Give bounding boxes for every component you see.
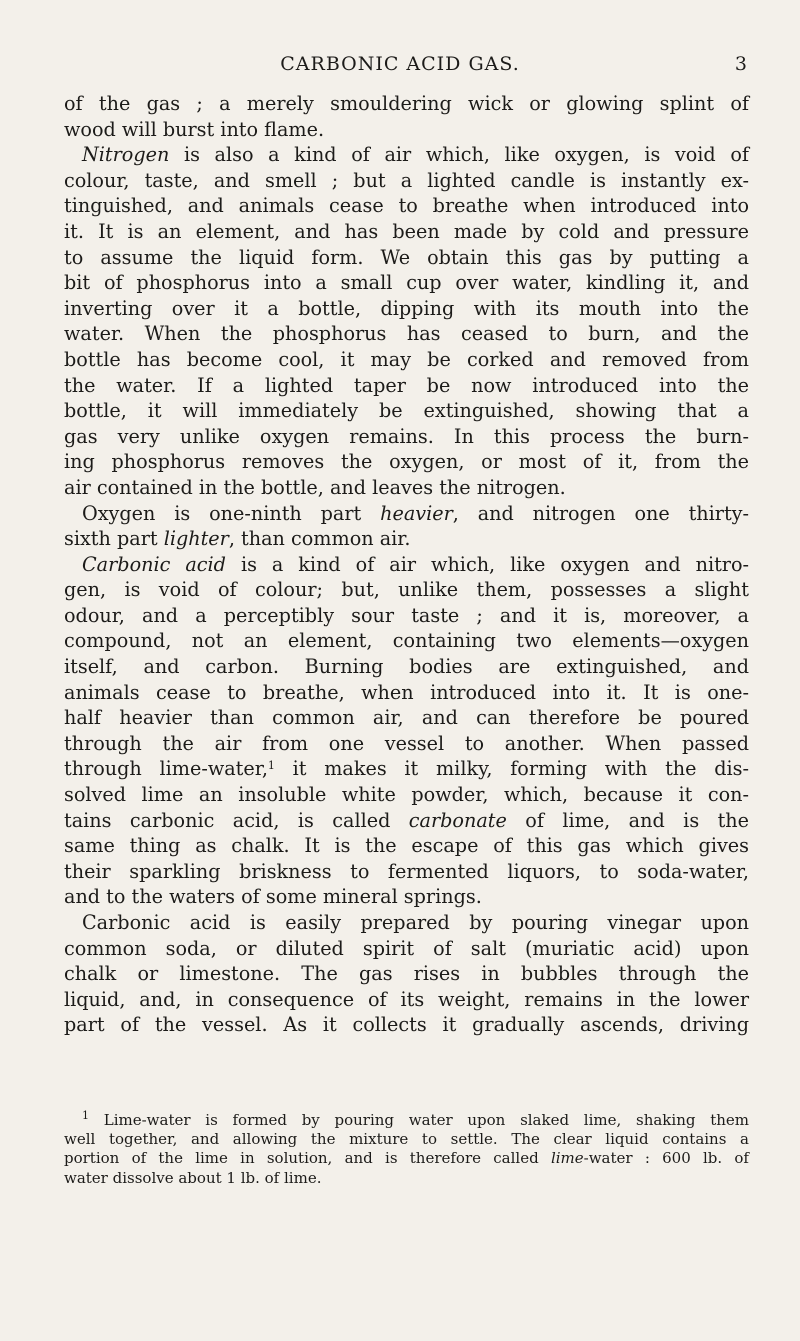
text-line: to assume the liquid form. We obtain this gas by putting a: [64, 245, 749, 269]
text-line: ing phosphorus removes the oxygen, or most of it, from the: [64, 450, 749, 474]
text-line: Nitrogen is also a kind of air which, like oxygen, is void of: [82, 143, 749, 167]
footnote-line: portion of the lime in solution, and is therefore called lime-water : 600 lb. of: [64, 1149, 749, 1168]
italic-term: Nitrogen: [82, 143, 170, 167]
text-line: animals cease to breathe, when introduced into it. It is one-: [64, 680, 749, 704]
italic-term: carbonate: [408, 808, 507, 832]
text-line: Carbonic acid is easily prepared by pouring vinegar upon: [82, 911, 749, 934]
text-line: tains carbonic acid, is called carbonate of lime, and is the: [64, 808, 749, 832]
footnote-marker: 1: [82, 1109, 89, 1122]
body-text: [64, 91, 749, 1038]
page-number: 3: [734, 53, 747, 75]
text-line: through lime-water,$^1$ it makes it milky, forming with the dis-: [64, 757, 749, 781]
text-line: the water. If a lighted taper be now introduced into the: [64, 373, 749, 397]
running-head: CARBONIC ACID GAS.: [280, 53, 520, 75]
text-line: gas very unlike oxygen remains. In this process the burn-: [64, 424, 749, 448]
text-line: colour, taste, and smell ; but a lighted candle is instantly ex-: [64, 168, 749, 192]
footnote-line: well together, and allowing the mixture to settle. The clear liquid contains a: [64, 1130, 749, 1149]
text-line: common soda, or diluted spirit of salt (muriatic acid) upon: [64, 936, 749, 960]
text-line: water. When the phosphorus has ceased to burn, and the: [64, 322, 749, 346]
footnote-line: $^1$ Lime-water is formed by pouring water upon slaked lime, shaking them: [82, 1109, 749, 1129]
text-line: tinguished, and animals cease to breathe when introduced into: [64, 194, 749, 218]
text-line: solved lime an insoluble white powder, which, because it con-: [64, 783, 749, 807]
text-line: liquid, and, in consequence of its weight, remains in the lower: [64, 987, 749, 1011]
text-line: gen, is void of colour; but, unlike them, possesses a slight: [64, 578, 749, 602]
text-line: bottle, it will immediately be extinguished, showing that a: [64, 399, 749, 423]
text-line: of the gas ; a merely smouldering wick or glowing splint of: [64, 92, 749, 115]
text-line: their sparkling briskness to fermented liquors, to soda-water,: [64, 859, 749, 883]
text-line: itself, and carbon. Burning bodies are extinguished, and: [64, 655, 749, 679]
text-line: and to the waters of some mineral springs.: [64, 885, 482, 909]
text-line: compound, not an element, containing two elements—oxygen: [64, 629, 749, 653]
page-header: [0, 53, 800, 79]
text-line: through the air from one vessel to another. When passed: [64, 731, 749, 755]
text-line: it. It is an element, and has been made by cold and pressure: [64, 219, 749, 243]
text-line: air contained in the bottle, and leaves the nitrogen.: [64, 475, 566, 499]
text-line: Carbonic acid is a kind of air which, like oxygen and nitro-: [82, 552, 749, 576]
italic-term: Carbonic acid: [82, 552, 226, 576]
text-line: part of the vessel. As it collects it gradually ascends, driving: [64, 1013, 749, 1037]
footnote-ref: 1: [267, 759, 275, 773]
text-line: wood will burst into flame.: [64, 117, 325, 141]
text-line: bottle has become cool, it may be corked and removed from: [64, 347, 749, 371]
text-line: half heavier than common air, and can therefore be poured: [64, 706, 749, 730]
text-line: Oxygen is one-ninth part heavier, and nitrogen one thirty-: [82, 501, 749, 525]
text-line: inverting over it a bottle, dipping with its mouth into the: [64, 296, 749, 320]
footnote: [64, 1111, 749, 1188]
text-line: same thing as chalk. It is the escape of this gas which gives: [64, 834, 749, 858]
text-line: sixth part lighter, than common air.: [64, 527, 411, 551]
text-line: chalk or limestone. The gas rises in bubbles through the: [64, 962, 749, 986]
italic-term: lime: [550, 1149, 584, 1168]
italic-term: heavier: [380, 501, 453, 525]
italic-term: lighter: [163, 527, 229, 551]
text-line: bit of phosphorus into a small cup over water, kindling it, and: [64, 271, 749, 295]
footnote-line: water dissolve about 1 lb. of lime.: [64, 1168, 322, 1187]
text-line: odour, and a perceptibly sour taste ; and it is, moreover, a: [64, 603, 749, 627]
